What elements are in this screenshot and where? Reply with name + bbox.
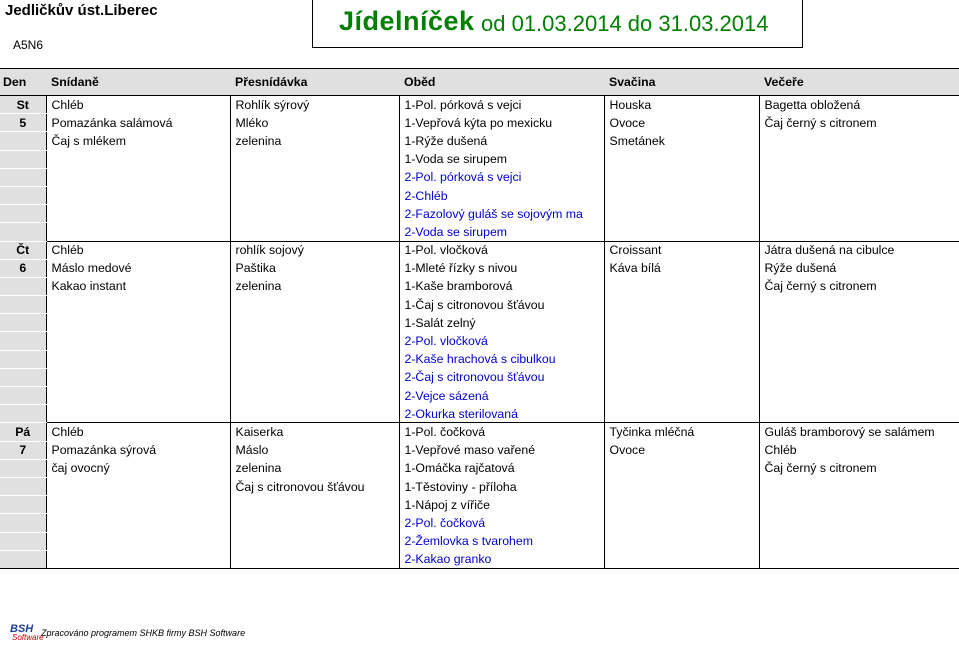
table-row xyxy=(0,459,959,477)
menu-cell xyxy=(604,496,759,514)
day-number: 7 xyxy=(0,441,46,459)
menu-cell: 1-Omáčka rajčatová xyxy=(399,459,604,477)
menu-cell xyxy=(230,550,399,568)
column-header: Den xyxy=(0,69,46,96)
menu-cell: zelenina xyxy=(230,459,399,477)
menu-cell: Chléb xyxy=(46,96,230,114)
menu-cell xyxy=(46,532,230,550)
menu-cell: 2-Pol. pórková s vejci xyxy=(399,168,604,186)
menu-cell: 1-Rýže dušená xyxy=(399,132,604,150)
day-number: 6 xyxy=(0,259,46,277)
menu-cell xyxy=(46,223,230,241)
menu-cell: Rýže dušená xyxy=(759,259,959,277)
table-row xyxy=(0,314,959,332)
menu-cell: 1-Vepřové maso vařené xyxy=(399,441,604,459)
menu-cell xyxy=(230,532,399,550)
table-row xyxy=(0,441,959,459)
menu-cell: Káva bílá xyxy=(604,259,759,277)
table-row xyxy=(0,387,959,405)
menu-cell xyxy=(604,477,759,495)
menu-cell: 1-Nápoj z vířiče xyxy=(399,496,604,514)
menu-cell xyxy=(759,186,959,204)
menu-cell xyxy=(759,296,959,314)
menu-cell xyxy=(759,168,959,186)
table-row xyxy=(0,514,959,532)
menu-cell: rohlík sojový xyxy=(230,241,399,259)
table-row xyxy=(0,350,959,368)
menu-cell xyxy=(230,296,399,314)
menu-cell xyxy=(759,514,959,532)
menu-code: A5N6 xyxy=(13,38,44,52)
menu-cell xyxy=(604,387,759,405)
column-header: Svačina xyxy=(604,69,759,96)
menu-cell xyxy=(230,387,399,405)
menu-cell xyxy=(230,514,399,532)
menu-cell xyxy=(46,350,230,368)
table-row xyxy=(0,114,959,132)
table-row xyxy=(0,296,959,314)
menu-cell xyxy=(230,405,399,423)
menu-cell: 1-Kaše bramborová xyxy=(399,277,604,295)
day-name: Pá xyxy=(0,423,46,441)
date-range: od 01.03.2014 do 31.03.2014 xyxy=(481,11,769,36)
menu-cell xyxy=(759,332,959,350)
table-row xyxy=(0,223,959,241)
menu-cell: 2-Kakao granko xyxy=(399,550,604,568)
menu-cell xyxy=(604,314,759,332)
menu-cell: čaj ovocný xyxy=(46,459,230,477)
menu-cell xyxy=(604,514,759,532)
menu-cell: 1-Pol. vločková xyxy=(399,241,604,259)
menu-cell: Paštika xyxy=(230,259,399,277)
menu-cell: 2-Okurka sterilovaná xyxy=(399,405,604,423)
menu-cell xyxy=(759,387,959,405)
table-row xyxy=(0,496,959,514)
column-header: Oběd xyxy=(399,69,604,96)
menu-cell xyxy=(46,332,230,350)
menu-cell xyxy=(604,350,759,368)
table-row xyxy=(0,477,959,495)
menu-cell xyxy=(604,532,759,550)
menu-cell: 2-Žemlovka s tvarohem xyxy=(399,532,604,550)
logo-main-text: BSH xyxy=(10,623,34,635)
day-cell xyxy=(0,350,46,368)
menu-cell xyxy=(759,350,959,368)
menu-cell xyxy=(759,532,959,550)
menu-cell xyxy=(759,205,959,223)
table-row xyxy=(0,241,959,259)
page-title: Jídelníček xyxy=(339,6,475,36)
table-row xyxy=(0,96,959,114)
menu-cell: Bagetta obložená xyxy=(759,96,959,114)
menu-cell xyxy=(46,514,230,532)
menu-cell: Smetánek xyxy=(604,132,759,150)
menu-cell: 2-Voda se sirupem xyxy=(399,223,604,241)
menu-cell xyxy=(46,550,230,568)
menu-cell xyxy=(604,368,759,386)
menu-cell: Čaj černý s citronem xyxy=(759,277,959,295)
table-header xyxy=(0,69,959,96)
menu-cell xyxy=(46,477,230,495)
table-row xyxy=(0,168,959,186)
menu-cell: 1-Vepřová kýta po mexicku xyxy=(399,114,604,132)
footer xyxy=(10,623,245,643)
menu-cell xyxy=(604,550,759,568)
menu-cell xyxy=(759,150,959,168)
menu-cell xyxy=(759,477,959,495)
table-row xyxy=(0,259,959,277)
menu-cell xyxy=(604,186,759,204)
menu-cell xyxy=(759,405,959,423)
menu-cell: Máslo xyxy=(230,441,399,459)
menu-cell: Čaj černý s citronem xyxy=(759,114,959,132)
menu-cell xyxy=(46,496,230,514)
menu-cell xyxy=(759,550,959,568)
column-header: Přesnídávka xyxy=(230,69,399,96)
table-row xyxy=(0,205,959,223)
table-row xyxy=(0,150,959,168)
menu-cell xyxy=(604,296,759,314)
menu-cell: 1-Pol. pórková s vejci xyxy=(399,96,604,114)
menu-cell: Houska xyxy=(604,96,759,114)
menu-cell xyxy=(604,405,759,423)
menu-cell: Čaj s citronovou šťávou xyxy=(230,477,399,495)
menu-cell: Kaiserka xyxy=(230,423,399,441)
table-row xyxy=(0,132,959,150)
menu-cell: Chléb xyxy=(46,241,230,259)
day-cell xyxy=(0,186,46,204)
menu-cell: Croissant xyxy=(604,241,759,259)
day-cell xyxy=(0,514,46,532)
table-row xyxy=(0,423,959,441)
day-cell xyxy=(0,405,46,423)
menu-cell xyxy=(604,277,759,295)
table-row xyxy=(0,332,959,350)
menu-cell xyxy=(46,296,230,314)
menu-cell: Mléko xyxy=(230,114,399,132)
menu-cell: 2-Pol. vločková xyxy=(399,332,604,350)
logo-sub-text: Software xyxy=(12,633,44,642)
table-row xyxy=(0,405,959,423)
menu-cell: 1-Salát zelný xyxy=(399,314,604,332)
menu-cell xyxy=(230,368,399,386)
menu-cell xyxy=(604,168,759,186)
menu-cell: 1-Čaj s citronovou šťávou xyxy=(399,296,604,314)
menu-cell: Rohlík sýrový xyxy=(230,96,399,114)
day-cell xyxy=(0,387,46,405)
table-row xyxy=(0,368,959,386)
menu-cell xyxy=(230,350,399,368)
menu-cell: Guláš bramborový se salámem xyxy=(759,423,959,441)
menu-cell: Čaj s mlékem xyxy=(46,132,230,150)
day-cell xyxy=(0,150,46,168)
menu-cell xyxy=(46,314,230,332)
menu-cell xyxy=(759,132,959,150)
table-row xyxy=(0,277,959,295)
day-cell xyxy=(0,168,46,186)
menu-cell: Ovoce xyxy=(604,441,759,459)
menu-cell: 2-Pol. čočková xyxy=(399,514,604,532)
menu-cell: Pomazánka sýrová xyxy=(46,441,230,459)
menu-cell xyxy=(230,496,399,514)
day-cell xyxy=(0,477,46,495)
day-cell xyxy=(0,205,46,223)
menu-cell: 2-Čaj s citronovou šťávou xyxy=(399,368,604,386)
menu-cell xyxy=(230,205,399,223)
menu-cell: Pomazánka salámová xyxy=(46,114,230,132)
table-row xyxy=(0,550,959,568)
menu-cell xyxy=(230,314,399,332)
menu-cell: zelenina xyxy=(230,132,399,150)
title-box xyxy=(312,0,803,48)
menu-cell xyxy=(759,223,959,241)
day-cell xyxy=(0,314,46,332)
menu-cell xyxy=(604,150,759,168)
menu-cell: Chléb xyxy=(759,441,959,459)
day-cell xyxy=(0,550,46,568)
menu-cell: 2-Vejce sázená xyxy=(399,387,604,405)
day-cell xyxy=(0,368,46,386)
menu-cell xyxy=(230,186,399,204)
menu-cell: Máslo medové xyxy=(46,259,230,277)
day-number: 5 xyxy=(0,114,46,132)
menu-cell xyxy=(759,496,959,514)
footer-text: Zpracováno programem SHKB firmy BSH Software xyxy=(41,628,246,638)
menu-cell xyxy=(46,368,230,386)
menu-cell: Játra dušená na cibulce xyxy=(759,241,959,259)
day-name: Čt xyxy=(0,241,46,259)
menu-cell: Chléb xyxy=(46,423,230,441)
menu-cell xyxy=(46,387,230,405)
menu-cell: 1-Pol. čočková xyxy=(399,423,604,441)
column-header: Snídaně xyxy=(46,69,230,96)
menu-cell: 1-Voda se sirupem xyxy=(399,150,604,168)
column-header: Večeře xyxy=(759,69,959,96)
menu-cell: zelenina xyxy=(230,277,399,295)
day-cell xyxy=(0,332,46,350)
menu-cell xyxy=(46,405,230,423)
menu-cell xyxy=(230,168,399,186)
menu-cell xyxy=(230,223,399,241)
day-cell xyxy=(0,132,46,150)
day-name: St xyxy=(0,96,46,114)
day-cell xyxy=(0,532,46,550)
day-cell xyxy=(0,296,46,314)
menu-cell: Kakao instant xyxy=(46,277,230,295)
day-cell xyxy=(0,223,46,241)
menu-cell xyxy=(46,186,230,204)
menu-cell xyxy=(604,205,759,223)
menu-cell: Tyčinka mléčná xyxy=(604,423,759,441)
organization-name: Jedličkův úst.Liberec xyxy=(5,2,158,19)
menu-cell xyxy=(230,332,399,350)
menu-cell xyxy=(46,150,230,168)
menu-cell xyxy=(759,314,959,332)
menu-cell: 2-Kaše hrachová s cibulkou xyxy=(399,350,604,368)
menu-cell xyxy=(604,223,759,241)
day-cell xyxy=(0,277,46,295)
menu-cell: 1-Mleté řízky s nivou xyxy=(399,259,604,277)
menu-cell xyxy=(46,168,230,186)
day-cell xyxy=(0,496,46,514)
menu-cell xyxy=(604,332,759,350)
bsh-logo xyxy=(10,623,44,643)
menu-table xyxy=(0,68,959,569)
menu-cell: Čaj černý s citronem xyxy=(759,459,959,477)
table-row xyxy=(0,532,959,550)
menu-cell xyxy=(230,150,399,168)
day-cell xyxy=(0,459,46,477)
menu-cell xyxy=(759,368,959,386)
menu-cell: Ovoce xyxy=(604,114,759,132)
menu-cell: 1-Těstoviny - příloha xyxy=(399,477,604,495)
menu-cell: 2-Fazolový guláš se sojovým ma xyxy=(399,205,604,223)
table-row xyxy=(0,186,959,204)
menu-cell xyxy=(604,459,759,477)
menu-cell xyxy=(46,205,230,223)
menu-cell: 2-Chléb xyxy=(399,186,604,204)
